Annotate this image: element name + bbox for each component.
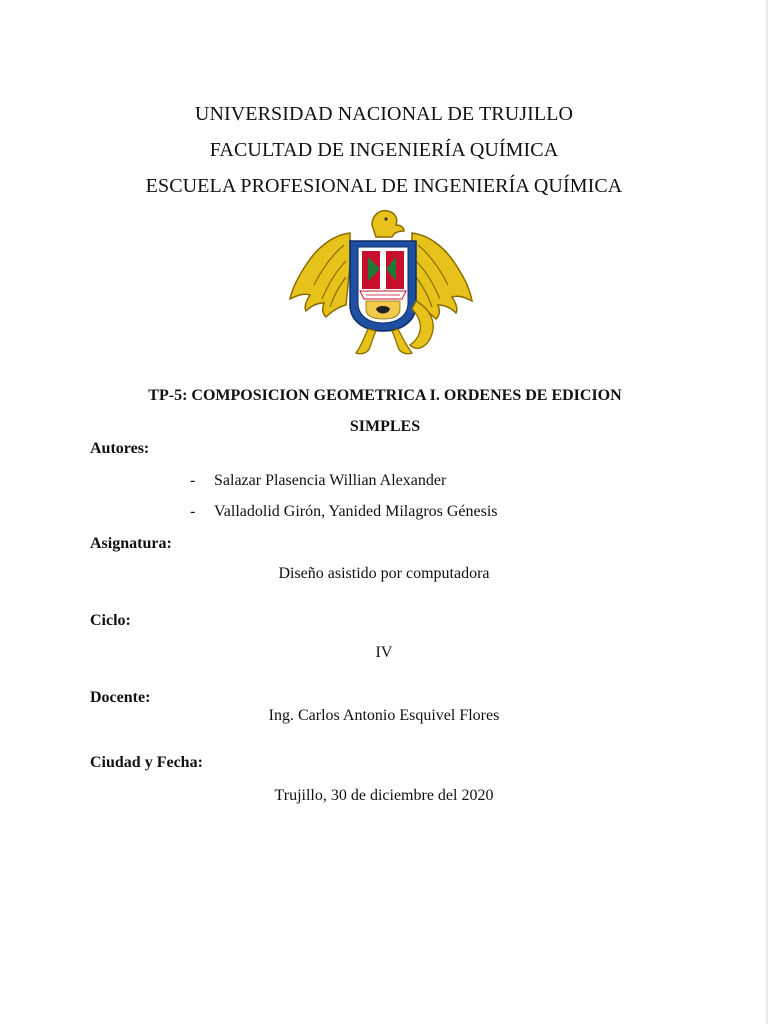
teacher-value: Ing. Carlos Antonio Esquivel Flores: [268, 707, 500, 724]
author-name: Valladolid Girón, Yanided Milagros Génesis: [214, 503, 498, 520]
cycle-label: Ciclo:: [90, 612, 131, 629]
author-item: [190, 472, 446, 490]
place-date-value: Trujillo, 30 de diciembre del 2020: [274, 787, 494, 804]
cycle-value: IV: [375, 644, 393, 661]
place-date-label: Ciudad y Fecha:: [90, 754, 203, 771]
document-title-line-1: TP-5: COMPOSICION GEOMETRICA I. ORDENES DE EDICION: [148, 387, 622, 404]
author-item: [190, 503, 498, 521]
school-name: ESCUELA PROFESIONAL DE INGENIERÍA QUÍMICA: [145, 175, 623, 197]
document-title: [90, 380, 680, 442]
faculty-name: FACULTAD DE INGENIERÍA QUÍMICA: [209, 139, 559, 161]
teacher-label: Docente:: [90, 689, 151, 706]
author-name: Salazar Plasencia Willian Alexander: [214, 472, 447, 489]
institution-header: [0, 96, 768, 204]
authors-label: Autores:: [90, 440, 150, 457]
course-value: Diseño asistido por computadora: [278, 565, 490, 582]
document-title-line-2: SIMPLES: [349, 418, 421, 435]
list-dash: -: [190, 503, 196, 520]
course-label: Asignatura:: [90, 535, 172, 552]
university-name: UNIVERSIDAD NACIONAL DE TRUJILLO: [194, 103, 574, 125]
list-dash: -: [190, 472, 196, 489]
griffin-crest-icon: [284, 205, 478, 361]
